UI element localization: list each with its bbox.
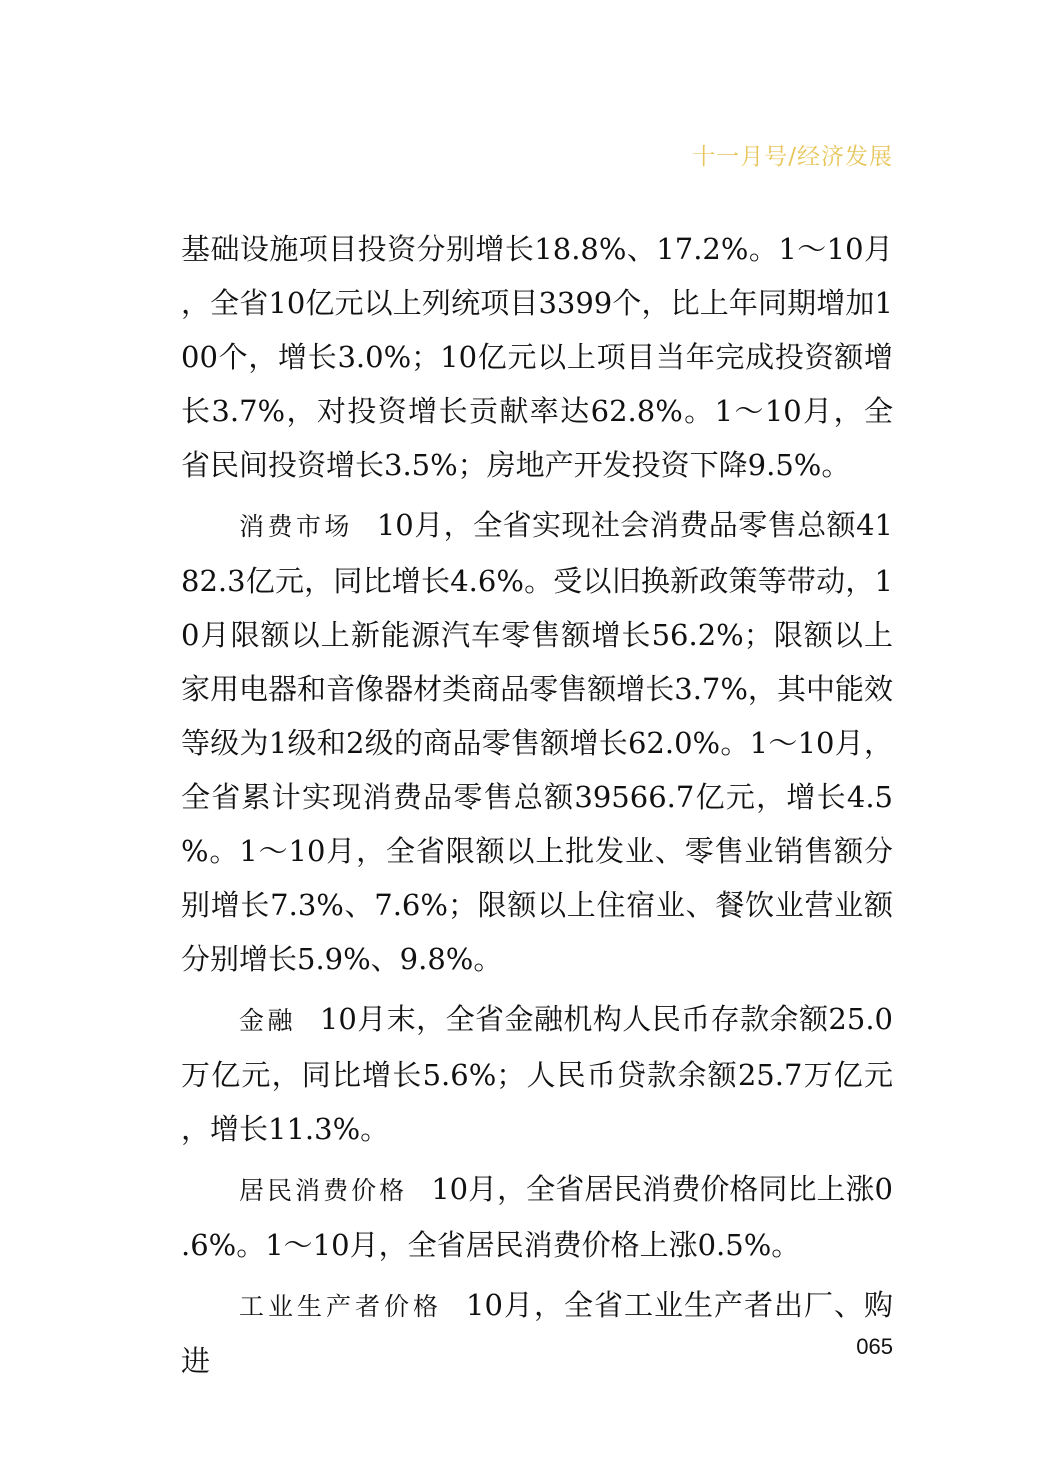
- paragraph-text: 10月末，全省金融机构人民币存款余额25.0万亿元，同比增长5.6%；人民币贷款余额25.7万亿元，增长11.3%。: [181, 1002, 893, 1146]
- section-lead-consumer-market: 消费市场: [239, 512, 353, 541]
- paragraph-text: 基础设施项目投资分别增长18.8%、17.2%。1～10月，全省10亿元以上列统项目3399个，比上年同期增加100个，增长3.0%；10亿元以上项目当年完成投资额增长3.7%，对投资增长贡献率达62.8%。1～10月，全省民间投资增长3.5%；房地产开发投资下降9.5%。: [181, 232, 893, 482]
- section-lead-ppi: 工业生产者价格: [239, 1292, 443, 1321]
- paragraph-cpi: [181, 1162, 893, 1272]
- running-header: 十一月号/经济发展: [692, 144, 893, 170]
- paragraph-ppi: [181, 1278, 893, 1388]
- paragraph-text: 10月，全省居民消费价格同比上涨0.6%。1～10月，全省居民消费价格上涨0.5%。: [181, 1172, 893, 1262]
- section-lead-cpi: 居民消费价格: [239, 1176, 408, 1205]
- paragraph-text: 10月，全省工业生产者出厂、购进: [181, 1288, 893, 1378]
- page-number: 065: [856, 1334, 893, 1359]
- paragraph-finance: [181, 992, 893, 1156]
- paragraph-consumer-market: [181, 498, 893, 986]
- article-body: [181, 222, 893, 1394]
- section-lead-finance: 金融: [239, 1006, 296, 1035]
- paragraph-text: 10月，全省实现社会消费品零售总额4182.3亿元，同比增长4.6%。受以旧换新政策等带动，10月限额以上新能源汽车零售额增长56.2%；限额以上家用电器和音像器材类商品零售额增长3.7%，其中能效等级为1级和2级的商品零售额增长62.0%。1～10月，全省累计实现消费品零售总额39566.7亿元，增长4.5%。1～10月，全省限额以上批发业、零售业销售额分别增长7.3%、7.6%；限额以上住宿业、餐饮业营业额分别增长5.9%、9.8%。: [181, 508, 893, 976]
- paragraph-investment: [181, 222, 893, 492]
